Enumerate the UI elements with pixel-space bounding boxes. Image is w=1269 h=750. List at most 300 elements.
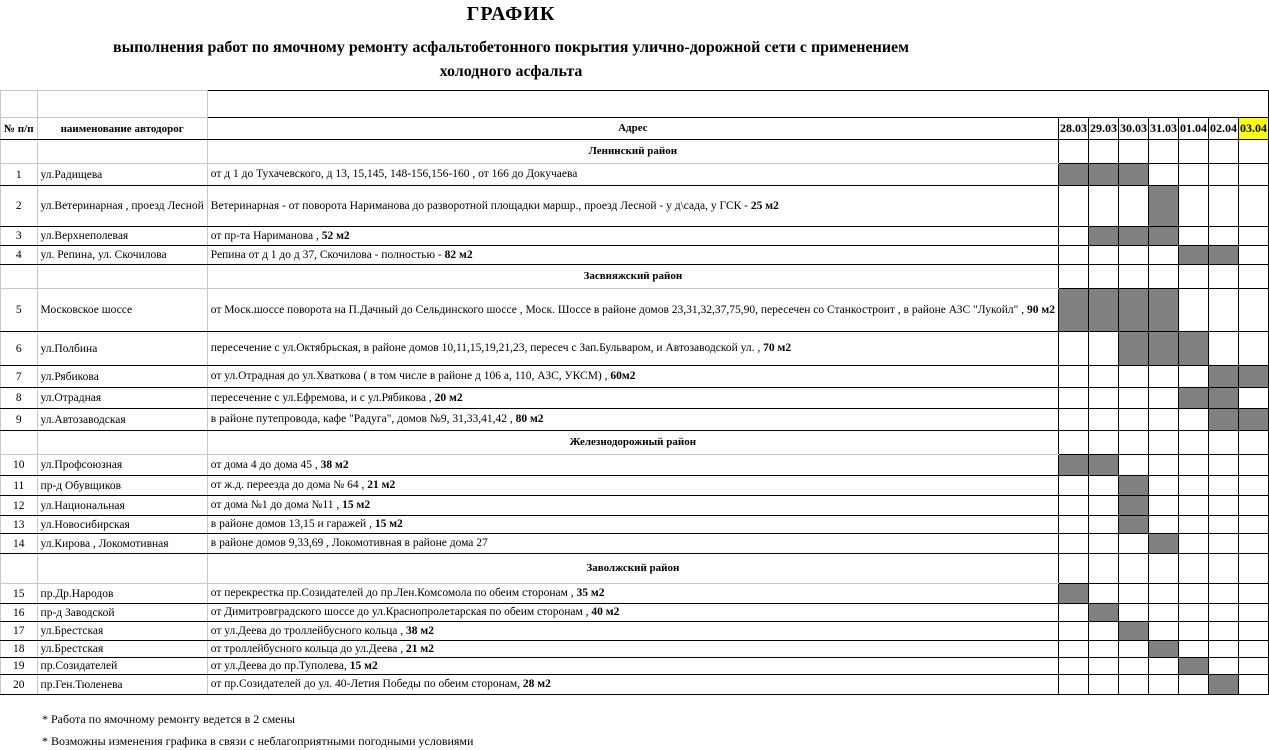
schedule-cell [1178,604,1208,622]
road-name: пр.Созидателей [37,658,207,675]
schedule-cell [1238,388,1268,409]
work-day-cell [1118,622,1148,641]
road-name: пр.Ген.Тюленева [37,675,207,695]
table-row [1,658,1269,675]
schedule-cell [1058,186,1088,227]
schedule-cell [1058,431,1088,455]
address-text: от Моск.шоссе поворота на П.Дачный до Сельдинского шоссе , Моск. Шоссе в районе домов 23,31,32,37,75,90, пересечен со Станкостроит , в районе АЗС "Лукойл" , [210,303,1027,316]
schedule-cell [1238,164,1268,186]
schedule-cell [1088,140,1118,164]
row-number: 15 [1,584,38,604]
schedule-cell [1088,332,1118,366]
district-name: Заволжский район [207,554,1058,584]
schedule-cell [1148,366,1178,388]
schedule-cell [1118,265,1148,289]
schedule-cell [1178,641,1208,658]
schedule-cell [1238,604,1268,622]
schedule-cell [1148,140,1178,164]
work-day-cell [1208,388,1238,409]
schedule-cell [1148,455,1178,476]
district-row [1,265,1269,289]
road-name: ул.Радищева [37,164,207,186]
schedule-cell [1178,227,1208,246]
top-empty-cell [1,91,38,118]
work-day-cell [1118,332,1148,366]
area-value: 52 м2 [321,229,350,242]
schedule-cell [1208,140,1238,164]
schedule-cell [1118,658,1148,675]
row-number: 13 [1,516,38,534]
district-name: Засвияжский район [207,265,1058,289]
table-row [1,227,1269,246]
work-day-cell [1118,289,1148,332]
work-day-cell [1058,455,1088,476]
area-value: 90 м2 [1026,303,1055,316]
schedule-cell [1088,476,1118,496]
schedule-cell [1118,554,1148,584]
row-number: 7 [1,366,38,388]
schedule-cell [1118,641,1148,658]
schedule-cell [1208,584,1238,604]
area-value: 38 м2 [406,624,434,637]
address-cell [207,658,1058,675]
work-day-cell [1088,164,1118,186]
table-row [1,641,1269,658]
work-day-cell [1088,455,1118,476]
schedule-cell [1118,455,1148,476]
schedule-cell [1178,140,1208,164]
schedule-cell [1208,455,1238,476]
schedule-cell [1178,675,1208,695]
table-row [1,164,1269,186]
area-value: 38 м2 [320,458,349,471]
schedule-cell [1058,534,1088,554]
schedule-cell [1238,554,1268,584]
road-name: ул.Профсоюзная [37,455,207,476]
note-shifts: * Работа по ямочному ремонту ведется в 2 смены [42,712,295,726]
work-day-cell [1148,534,1178,554]
header-date: 31.03 [1148,118,1178,140]
schedule-cell [1058,140,1088,164]
schedule-cell [1148,604,1178,622]
address-text: Ветеринарная - от поворота Нариманова до разворотной площадки маршр., проезд Лесной - у д\сада, у ГСК - [210,199,751,212]
road-name: ул.Полбина [37,332,207,366]
work-day-cell [1148,186,1178,227]
schedule-cell [1208,554,1238,584]
schedule-cell [1058,516,1088,534]
row-number: 11 [1,476,38,496]
schedule-cell [1238,455,1268,476]
work-day-cell [1088,289,1118,332]
schedule-cell [1058,388,1088,409]
work-day-cell [1118,227,1148,246]
road-name: ул.Ветеринарная , проезд Лесной [37,186,207,227]
schedule-cell [1238,658,1268,675]
row-number: 6 [1,332,38,366]
row-number: 18 [1,641,38,658]
schedule-cell [1208,164,1238,186]
district-empty-cell [37,554,207,584]
work-day-cell [1118,496,1148,516]
address-cell [207,289,1058,332]
schedule-cell [1148,658,1178,675]
row-number: 4 [1,246,38,265]
schedule-cell [1238,476,1268,496]
address-text: в районе путепровода, кафе "Радуга", домов №9, 31,33,41,42 , [210,413,516,425]
schedule-cell [1178,534,1208,554]
road-name: ул.Кирова , Локомотивная [37,534,207,554]
schedule-cell [1238,584,1268,604]
schedule-cell [1058,496,1088,516]
address-text: в районе домов 9,33,69 , Локомотивная в районе дома 27 [210,537,488,549]
schedule-cell [1088,246,1118,265]
address-cell [207,496,1058,516]
schedule-cell [1148,409,1178,431]
header-num: № п/п [1,118,38,140]
header-date: 28.03 [1058,118,1088,140]
schedule-cell [1238,140,1268,164]
road-name: пр-д Заводской [37,604,207,622]
area-value: 21 м2 [367,479,396,491]
schedule-cell [1148,431,1178,455]
address-cell [207,641,1058,658]
schedule-cell [1088,534,1118,554]
schedule-cell [1238,332,1268,366]
address-text: от ул.Деева до троллейбусного кольца , [210,624,407,637]
address-text: в районе домов 13,15 и гаражей , [210,518,375,530]
address-text: пересечение с ул.Ефремова, и с ул.Рябикова , [210,391,435,404]
address-text: от дома №1 до дома №11 , [210,499,343,511]
work-day-cell [1058,584,1088,604]
schedule-cell [1178,164,1208,186]
area-value: 20 м2 [434,391,463,404]
schedule-cell [1208,476,1238,496]
table-row [1,622,1269,641]
table-row [1,476,1269,496]
schedule-cell [1088,554,1118,584]
schedule-cell [1208,604,1238,622]
address-cell [207,455,1058,476]
table-row [1,496,1269,516]
row-number: 2 [1,186,38,227]
top-empty-cell [37,91,207,118]
schedule-cell [1148,388,1178,409]
schedule-cell [1088,641,1118,658]
area-value: 70 м2 [763,342,792,354]
address-text: от д 1 до Тухачевского, д 13, 15,145, 148-156,156-160 , от 166 до Докучаева [210,168,578,180]
schedule-cell [1118,409,1148,431]
work-day-cell [1208,246,1238,265]
schedule-cell [1058,227,1088,246]
header-address: Адрес [207,118,1058,140]
table-row [1,332,1269,366]
schedule-cell [1208,622,1238,641]
schedule-cell [1208,658,1238,675]
road-name: ул.Рябикова [37,366,207,388]
district-empty-cell [1,431,38,455]
road-name: ул.Автозаводская [37,409,207,431]
schedule-cell [1088,675,1118,695]
schedule-cell [1208,496,1238,516]
work-day-cell [1058,164,1088,186]
page-title: ГРАФИК [466,3,556,25]
schedule-cell [1238,246,1268,265]
schedule-cell [1178,496,1208,516]
table-row [1,289,1269,332]
schedule-cell [1208,186,1238,227]
road-name: Московское шоссе [37,289,207,332]
row-number: 17 [1,622,38,641]
schedule-cell [1178,584,1208,604]
schedule-cell [1238,534,1268,554]
area-value: 60м2 [610,370,636,382]
table-row [1,534,1269,554]
address-cell [207,164,1058,186]
district-row [1,140,1269,164]
schedule-cell [1058,658,1088,675]
schedule-table [0,90,1269,695]
address-text: Репина от д 1 до д 37, Скочилова - полностью - [210,248,445,261]
schedule-cell [1208,534,1238,554]
table-top-row [1,91,1269,118]
schedule-cell [1088,584,1118,604]
row-number: 16 [1,604,38,622]
schedule-cell [1118,604,1148,622]
address-text: от перекрестка пр.Созидателей до пр.Лен.Комсомола по обеим сторонам , [210,587,577,599]
schedule-cell [1088,658,1118,675]
schedule-cell [1178,516,1208,534]
address-cell [207,388,1058,409]
schedule-cell [1088,366,1118,388]
schedule-cell [1148,554,1178,584]
note-weather: * Возможны изменения графика в связи с неблагоприятными погодными условиями [42,734,474,748]
work-day-cell [1208,409,1238,431]
schedule-cell [1208,516,1238,534]
table-row [1,455,1269,476]
schedule-cell [1058,622,1088,641]
schedule-cell [1148,476,1178,496]
address-cell [207,604,1058,622]
schedule-cell [1208,227,1238,246]
area-value: 40 м2 [591,606,620,618]
schedule-cell [1208,265,1238,289]
address-cell [207,675,1058,695]
address-text: от дома 4 до дома 45 , [210,458,321,471]
district-empty-cell [1,140,38,164]
address-cell [207,584,1058,604]
schedule-cell [1058,409,1088,431]
work-day-cell [1208,675,1238,695]
schedule-cell [1178,476,1208,496]
road-name: ул.Верхнеполевая [37,227,207,246]
area-value: 15 м2 [374,518,403,530]
area-value: 35 м2 [576,587,605,599]
road-name: ул. Репина, ул. Скочилова [37,246,207,265]
row-number: 3 [1,227,38,246]
road-name: ул.Отрадная [37,388,207,409]
schedule-cell [1178,186,1208,227]
schedule-cell [1148,516,1178,534]
district-row [1,431,1269,455]
row-number: 8 [1,388,38,409]
schedule-cell [1148,265,1178,289]
schedule-cell [1178,409,1208,431]
table-row [1,388,1269,409]
row-number: 14 [1,534,38,554]
schedule-cell [1208,332,1238,366]
schedule-cell [1118,140,1148,164]
top-box-cell [207,91,1268,118]
schedule-cell [1178,554,1208,584]
schedule-cell [1058,332,1088,366]
schedule-cell [1118,534,1148,554]
schedule-cell [1118,246,1148,265]
schedule-cell [1088,622,1118,641]
schedule-cell [1238,289,1268,332]
schedule-cell [1178,431,1208,455]
header-date: 30.03 [1118,118,1148,140]
schedule-cell [1058,265,1088,289]
schedule-cell [1088,516,1118,534]
road-name: ул.Брестская [37,641,207,658]
schedule-cell [1238,622,1268,641]
header-date-highlighted: 03.04 [1238,118,1268,140]
work-day-cell [1208,366,1238,388]
work-day-cell [1178,658,1208,675]
address-cell [207,366,1058,388]
work-day-cell [1238,409,1268,431]
work-day-cell [1178,332,1208,366]
schedule-cell [1088,265,1118,289]
table-row [1,246,1269,265]
road-name: ул.Национальная [37,496,207,516]
address-cell [207,227,1058,246]
table-row [1,409,1269,431]
address-text: от Димитровградского шоссе до ул.Краснопролетарская по обеим сторонам , [210,606,592,618]
district-empty-cell [1,554,38,584]
schedule-cell [1178,366,1208,388]
schedule-cell [1238,265,1268,289]
table-row [1,186,1269,227]
work-day-cell [1088,227,1118,246]
schedule-cell [1208,289,1238,332]
header-date: 02.04 [1208,118,1238,140]
table-row [1,604,1269,622]
work-day-cell [1148,641,1178,658]
header-row [1,118,1269,140]
schedule-cell [1058,554,1088,584]
subtitle-line-2: холодного асфальта [439,63,583,80]
district-empty-cell [37,265,207,289]
schedule-cell [1118,186,1148,227]
district-row [1,554,1269,584]
schedule-cell [1088,431,1118,455]
schedule-cell [1238,516,1268,534]
area-value: 28 м2 [522,678,551,690]
table-row [1,516,1269,534]
address-cell [207,534,1058,554]
address-cell [207,246,1058,265]
address-text: от пр.Созидателей до ул. 40-Летия Победы по обеим сторонам, [210,678,523,690]
schedule-cell [1148,246,1178,265]
table-row [1,584,1269,604]
schedule-cell [1148,496,1178,516]
address-cell [207,476,1058,496]
address-text: пересечение с ул.Октябрьская, в районе домов 10,11,15,19,21,23, пересеч с Зап.Бульваром, и Автозаводской ул. , [210,342,764,354]
address-text: от ж.д. переезда до дома № 64 , [210,479,368,491]
row-number: 10 [1,455,38,476]
schedule-cell [1238,641,1268,658]
schedule-cell [1118,431,1148,455]
schedule-cell [1058,641,1088,658]
area-value: 15 м2 [349,659,378,672]
address-text: от пр-та Нариманова , [210,229,322,242]
road-name: ул.Брестская [37,622,207,641]
road-name: ул.Новосибирская [37,516,207,534]
schedule-cell [1178,622,1208,641]
area-value: 80 м2 [515,413,544,425]
area-value: 25 м2 [750,199,779,212]
address-cell [207,332,1058,366]
schedule-cell [1238,186,1268,227]
row-number: 20 [1,675,38,695]
row-number: 19 [1,658,38,675]
schedule-cell [1058,604,1088,622]
road-name: пр-д Обувщиков [37,476,207,496]
row-number: 12 [1,496,38,516]
schedule-cell [1178,455,1208,476]
schedule-cell [1058,246,1088,265]
address-cell [207,186,1058,227]
work-day-cell [1058,289,1088,332]
schedule-cell [1118,584,1148,604]
work-day-cell [1238,366,1268,388]
schedule-cell [1088,409,1118,431]
work-day-cell [1088,604,1118,622]
area-value: 15 м2 [342,499,371,511]
page-subtitle [0,36,1022,84]
address-cell [207,622,1058,641]
address-cell [207,409,1058,431]
schedule-cell [1088,186,1118,227]
row-number: 9 [1,409,38,431]
work-day-cell [1118,164,1148,186]
work-day-cell [1148,227,1178,246]
work-day-cell [1118,476,1148,496]
schedule-cell [1118,388,1148,409]
district-empty-cell [37,431,207,455]
work-day-cell [1148,332,1178,366]
work-day-cell [1118,516,1148,534]
address-text: от ул.Деева до пр.Туполева, [210,659,350,672]
schedule-cell [1178,265,1208,289]
schedule-cell [1238,227,1268,246]
schedule-cell [1148,584,1178,604]
schedule-cell [1118,675,1148,695]
schedule-cell [1238,496,1268,516]
district-name: Ленинский район [207,140,1058,164]
work-day-cell [1148,289,1178,332]
schedule-cell [1118,366,1148,388]
row-number: 5 [1,289,38,332]
schedule-cell [1208,431,1238,455]
district-name: Железнодорожный район [207,431,1058,455]
district-empty-cell [37,140,207,164]
work-day-cell [1178,246,1208,265]
schedule-cell [1148,675,1178,695]
table-row [1,366,1269,388]
address-text: от троллейбусного кольца до ул.Деева , [210,642,407,655]
